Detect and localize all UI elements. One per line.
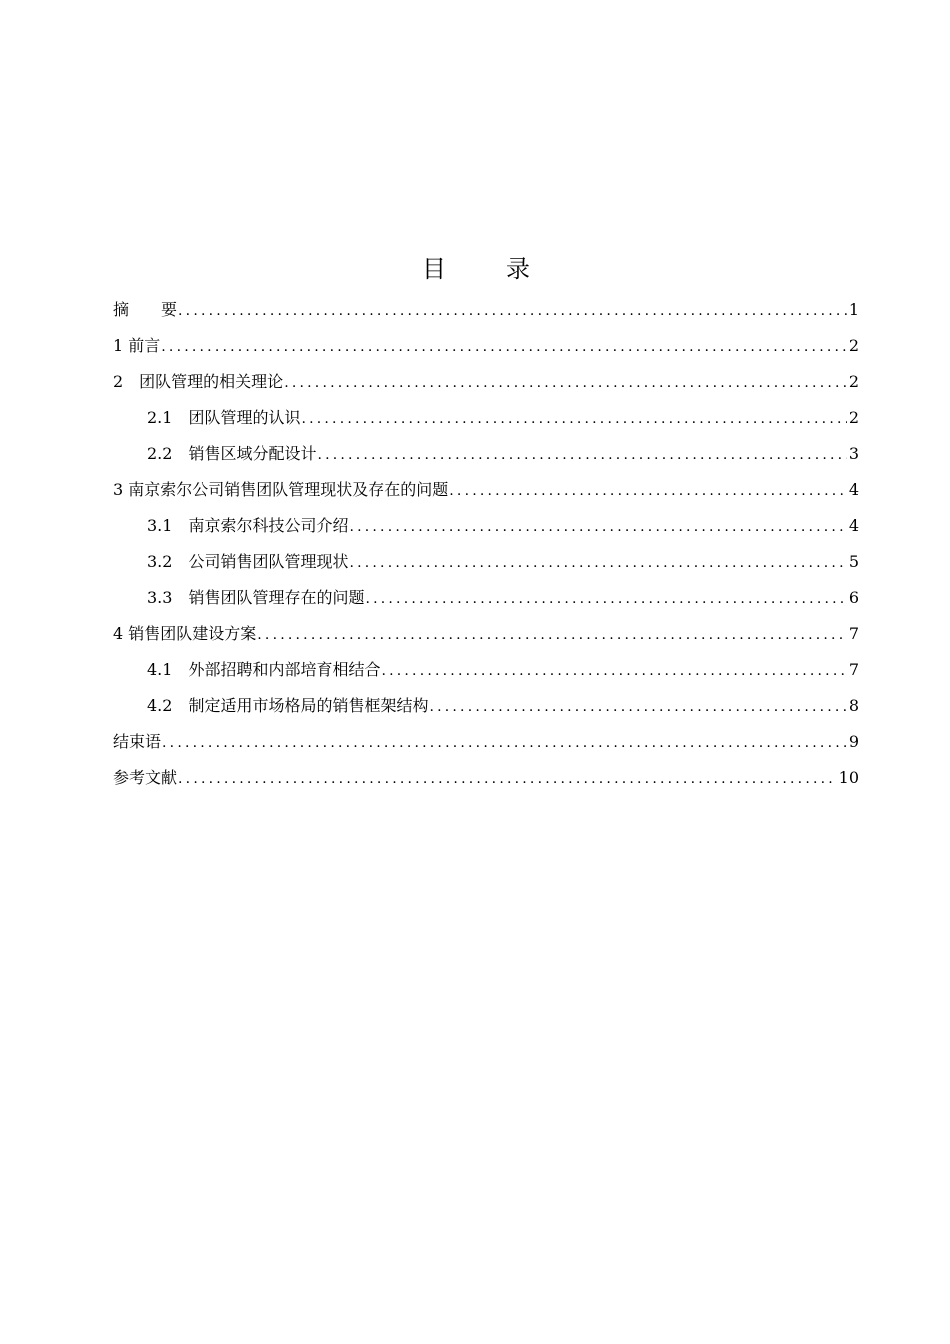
table-of-contents <box>113 295 859 799</box>
toc-entry-page: 10 <box>838 768 859 787</box>
toc-entry-label: 3.2 公司销售团队管理现状 <box>147 552 349 571</box>
dot-leader <box>257 620 847 650</box>
toc-entry-label: 结束语 <box>113 732 162 751</box>
toc-entry-page: 4 <box>848 480 859 499</box>
toc-entry-page: 7 <box>848 624 859 643</box>
toc-entry-page: 6 <box>848 588 859 607</box>
toc-entry-3-1 <box>113 511 859 547</box>
toc-entry-page: 2 <box>848 336 859 355</box>
dot-leader <box>449 476 847 506</box>
dot-leader <box>178 764 837 794</box>
toc-entry-page: 5 <box>848 552 859 571</box>
toc-entry-2-1 <box>113 403 859 439</box>
toc-entry-3-2 <box>113 547 859 583</box>
toc-entry-label: 3 南京索尔公司销售团队管理现状及存在的问题 <box>113 480 449 499</box>
toc-entry-conclusion <box>113 727 859 763</box>
toc-entry-abstract <box>113 295 859 331</box>
dot-leader <box>178 296 847 326</box>
toc-entry-page: 8 <box>848 696 859 715</box>
dot-leader <box>381 656 846 686</box>
toc-title: 目 录 <box>422 255 548 283</box>
toc-entry-label: 参考文献 <box>113 768 178 787</box>
toc-entry-label: 4.2 制定适用市场格局的销售框架结构 <box>147 696 429 715</box>
toc-entry-4-1 <box>113 655 859 691</box>
toc-entry-label: 1 前言 <box>113 336 161 355</box>
toc-entry-page: 7 <box>848 660 859 679</box>
toc-entry-label: 3.1 南京索尔科技公司介绍 <box>147 516 349 535</box>
toc-entry-page: 1 <box>848 300 859 319</box>
toc-entry-page: 4 <box>848 516 859 535</box>
toc-entry-4 <box>113 619 859 655</box>
toc-entry-2-2 <box>113 439 859 475</box>
dot-leader <box>162 728 847 758</box>
toc-entry-label: 摘 要 <box>113 300 178 319</box>
toc-entry-2 <box>113 367 859 403</box>
toc-entry-label: 3.3 销售团队管理存在的问题 <box>147 588 365 607</box>
dot-leader <box>365 584 846 614</box>
dot-leader <box>349 548 846 578</box>
toc-entry-page: 2 <box>848 408 859 427</box>
toc-entry-1 <box>113 331 859 367</box>
toc-entry-3 <box>113 475 859 511</box>
toc-entry-label: 4 销售团队建设方案 <box>113 624 257 643</box>
toc-entry-3-3 <box>113 583 859 619</box>
toc-entry-4-2 <box>113 691 859 727</box>
dot-leader <box>284 368 847 398</box>
toc-entry-references <box>113 763 859 799</box>
dot-leader <box>317 440 846 470</box>
dot-leader <box>161 332 847 362</box>
toc-entry-page: 3 <box>848 444 859 463</box>
toc-entry-label: 4.1 外部招聘和内部培育相结合 <box>147 660 381 679</box>
toc-entry-label: 2 团队管理的相关理论 <box>113 372 284 391</box>
dot-leader <box>349 512 846 542</box>
toc-entry-page: 2 <box>848 372 859 391</box>
toc-entry-page: 9 <box>848 732 859 751</box>
toc-entry-label: 2.1 团队管理的认识 <box>147 408 301 427</box>
dot-leader <box>429 692 846 722</box>
toc-entry-label: 2.2 销售区域分配设计 <box>147 444 317 463</box>
dot-leader <box>301 404 846 434</box>
